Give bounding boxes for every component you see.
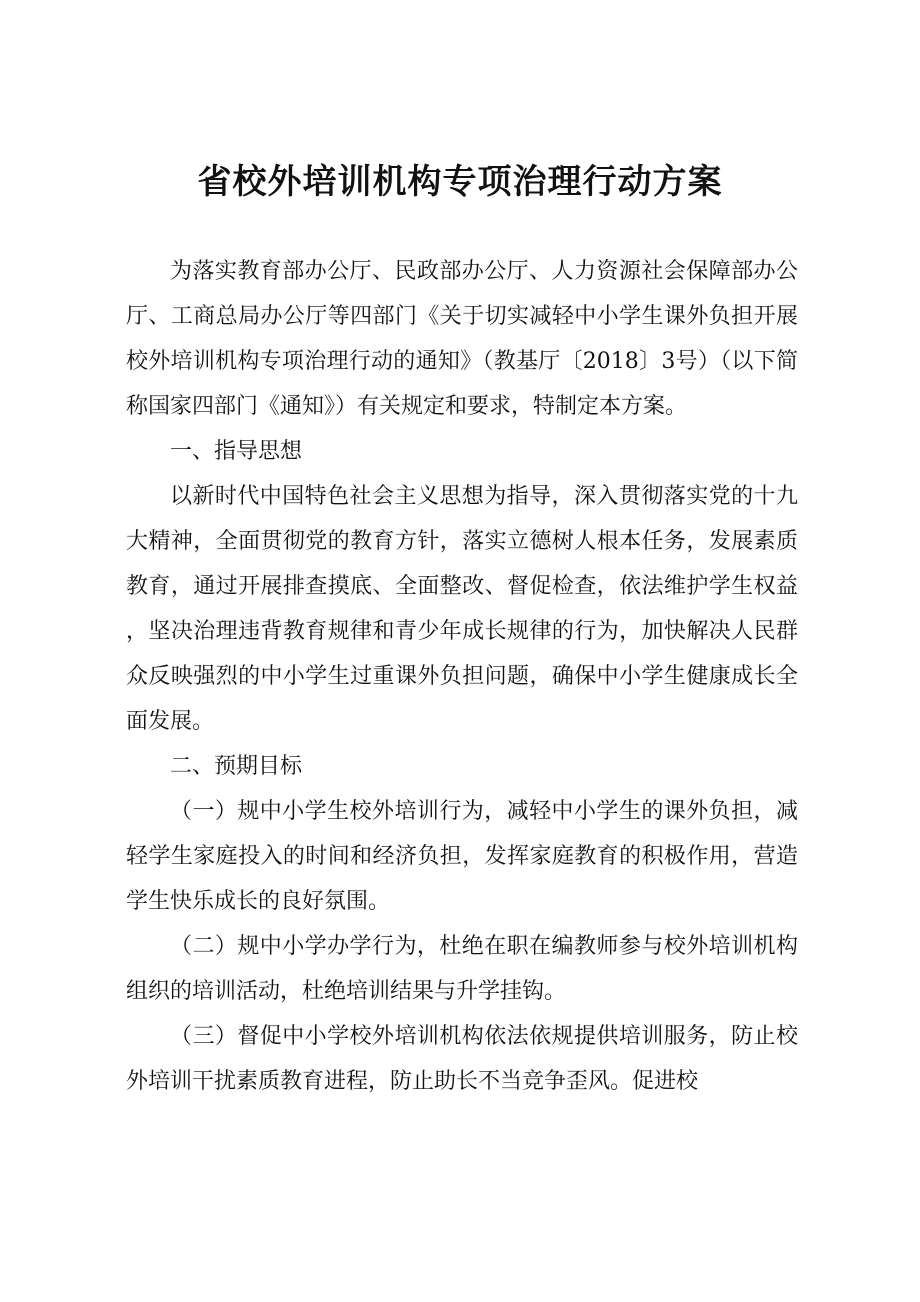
document-title: 省校外培训机构专项治理行动方案 <box>197 162 723 202</box>
section-heading-guiding-ideology: 一、指导思想 <box>170 439 303 464</box>
guiding-ideology-paragraph: 以新时代中国特色社会主义思想为指导，深入贯彻落实党的十九大精神，全面贯彻党的教育方针，落实立德树人根本任务，发展素质教育，通过开展排查摸底、全面整改、督促检查，依法维护学生权益，坚决治理违背教育规律和青少年成长规律的行为，加快解决人民群众反映强烈的中小学生过重课外负担问题，确保中小学生健康成长全面发展。 <box>126 484 798 734</box>
goal-paragraph-3: （三）督促中小学校外培训机构依法依规提供培训服务，防止校外培训干扰素质教育进程，防止助长不当竞争歪风。促进校 <box>126 1024 798 1094</box>
goal-paragraph-2: （二）规中小学办学行为，杜绝在职在编教师参与校外培训机构组织的培训活动，杜绝培训结果与升学挂钩。 <box>126 934 798 1004</box>
section-heading-expected-goals: 二、预期目标 <box>170 754 303 779</box>
document-body <box>126 249 798 1104</box>
goal-paragraph-1: （一）规中小学生校外培训行为，减轻中小学生的课外负担，减轻学生家庭投入的时间和经济负担，发挥家庭教育的积极作用，营造学生快乐成长的良好氛围。 <box>126 799 798 914</box>
intro-paragraph: 为落实教育部办公厅、民政部办公厅、人力资源社会保障部办公厅、工商总局办公厅等四部门《关于切实减轻中小学生课外负担开展校外培训机构专项治理行动的通知》（教基厅〔2018〕3号）（以下简称国家四部门《通知》）有关规定和要求，特制定本方案。 <box>126 259 798 419</box>
